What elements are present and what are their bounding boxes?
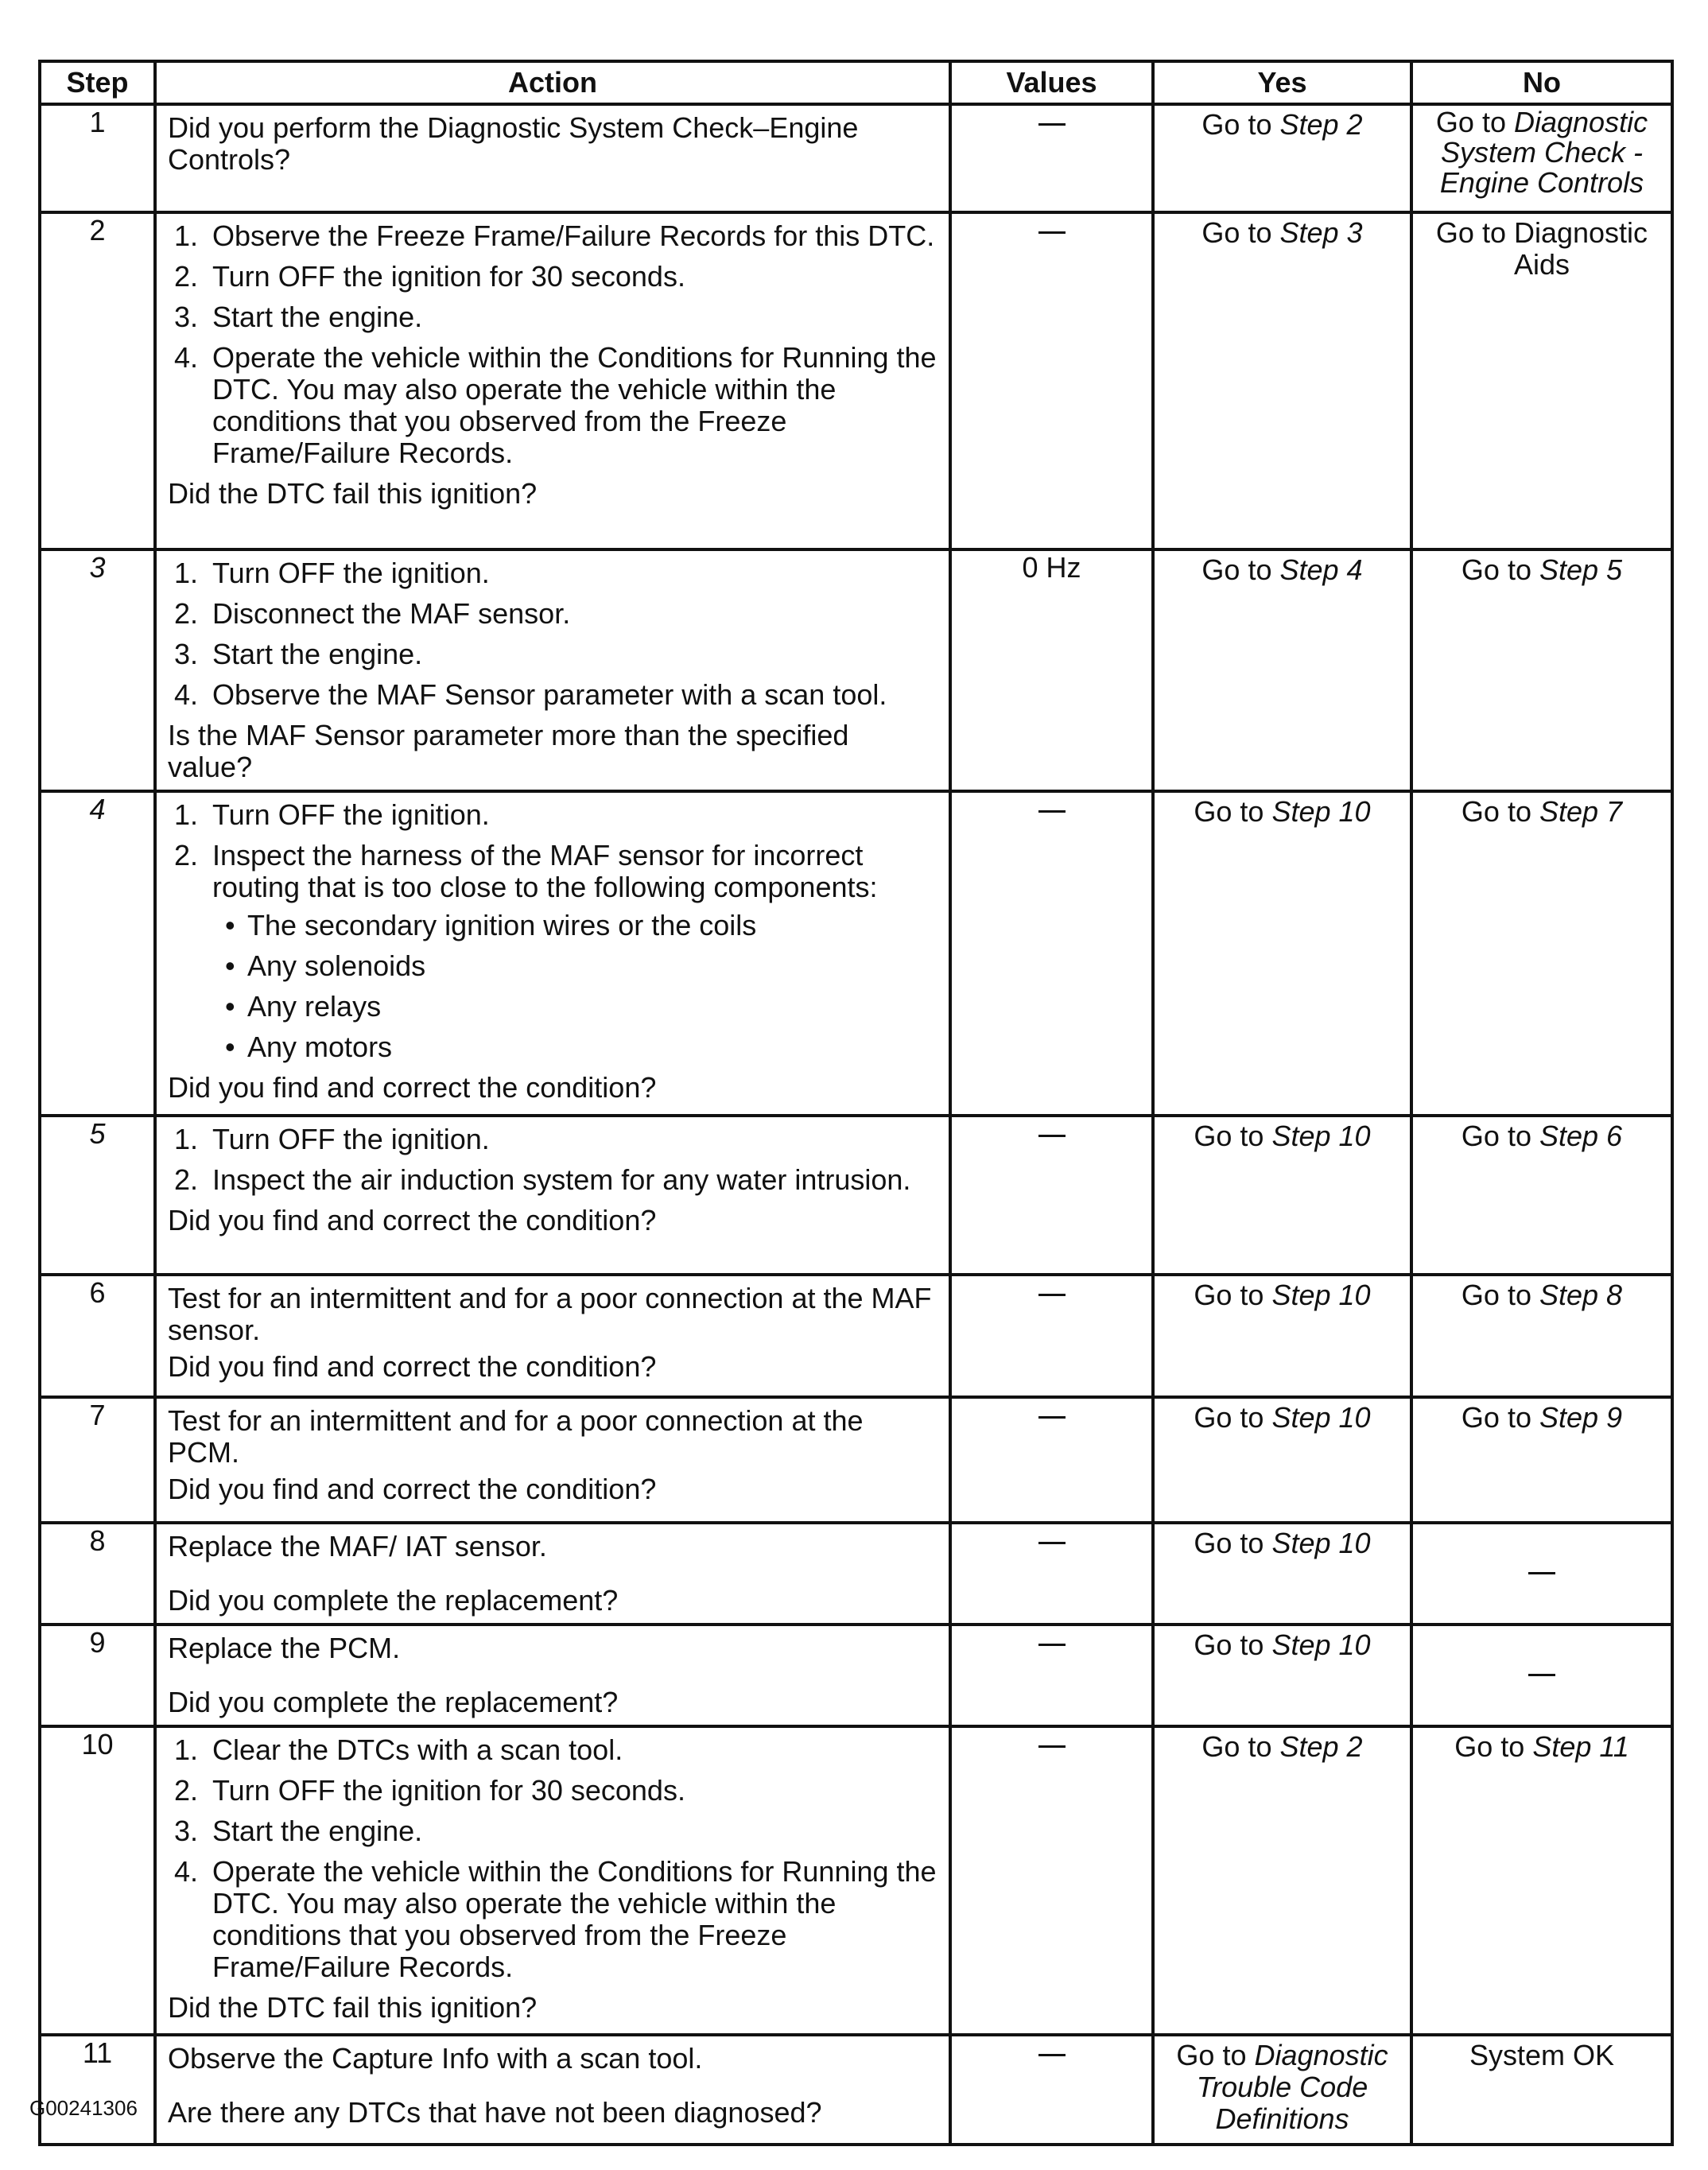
yes-goto-link[interactable]	[1201, 108, 1362, 141]
goto-target: Step 2	[1279, 1730, 1363, 1763]
header-values: Values	[950, 61, 1153, 104]
dash-mark	[1038, 1135, 1066, 1137]
yes-goto-link[interactable]	[1194, 1628, 1370, 1661]
component-bullet: • Any relays	[247, 991, 939, 1023]
dash-mark	[1038, 123, 1066, 126]
dash-mark	[1038, 1416, 1066, 1419]
yes-cell	[1153, 2035, 1411, 2145]
action-steps-list	[168, 1734, 939, 1983]
action-question: Did you find and correct the condition?	[168, 1473, 657, 1505]
action-question: Did the DTC fail this ignition?	[168, 1991, 538, 2024]
action-step-item: 1. Turn OFF the ignition.	[206, 799, 939, 831]
no-goto-link[interactable]	[1462, 1120, 1622, 1152]
step-number: 6	[40, 1275, 155, 1397]
yes-cell	[1153, 1523, 1411, 1625]
values-cell	[950, 549, 1153, 791]
goto-prefix: Go to	[1201, 1730, 1280, 1763]
action-question: Did the DTC fail this ignition?	[168, 477, 538, 510]
yes-goto-link[interactable]	[1201, 1730, 1362, 1763]
yes-cell	[1153, 1397, 1411, 1523]
goto-prefix: Go to	[1461, 1401, 1539, 1434]
action-step-item: 3. Start the engine.	[206, 301, 939, 333]
figure-id: G00241306	[29, 2096, 138, 2120]
no-cell	[1411, 1726, 1672, 2035]
step-number: 1	[40, 104, 155, 212]
component-bullet: • Any motors	[247, 1031, 939, 1063]
action-step-item: 1. Observe the Freeze Frame/Failure Records for this DTC.	[206, 220, 939, 252]
step-number: 2	[40, 212, 155, 549]
values-cell	[950, 1275, 1153, 1397]
no-cell	[1411, 791, 1672, 1116]
action-steps-list	[168, 220, 939, 469]
values-cell	[950, 1523, 1153, 1625]
goto-prefix: Go to	[1461, 1120, 1539, 1152]
action-step-item: 1. Clear the DTCs with a scan tool.	[206, 1734, 939, 1766]
action-cell	[155, 212, 950, 549]
goto-target: Step 10	[1271, 1628, 1371, 1661]
values-cell	[950, 212, 1153, 549]
goto-prefix: Go to	[1194, 1628, 1272, 1661]
no-cell	[1411, 1116, 1672, 1275]
dash-mark	[1528, 1572, 1555, 1574]
action-instruction: Did you perform the Diagnostic System Check–Engine Controls?	[168, 111, 859, 176]
goto-prefix: Go to	[1454, 1730, 1533, 1763]
table-row	[40, 549, 1672, 791]
action-steps-list	[168, 799, 939, 1063]
diagnostic-table	[38, 60, 1674, 2146]
table-row	[40, 1397, 1672, 1523]
action-cell	[155, 1625, 950, 1726]
action-cell	[155, 1523, 950, 1625]
goto-target: Step 10	[1271, 1279, 1371, 1311]
dash-mark	[1038, 810, 1066, 813]
dash-mark	[1038, 1644, 1066, 1646]
dash-mark	[1038, 1294, 1066, 1296]
goto-target: Step 10	[1271, 1120, 1371, 1152]
action-cell	[155, 1116, 950, 1275]
table-row	[40, 212, 1672, 549]
goto-target: Diagnostic Trouble Code Definitions	[1196, 2039, 1388, 2135]
action-step-item: 4. Operate the vehicle within the Conditions for Running the DTC. You may also operate the vehicle within the conditions that you observed from the Freeze Frame/Failure Records.	[206, 342, 939, 469]
action-step-item: 2. Turn OFF the ignition for 30 seconds.	[206, 261, 939, 293]
action-cell	[155, 2035, 950, 2145]
table-row	[40, 2035, 1672, 2145]
action-cell	[155, 104, 950, 212]
goto-prefix: Go to	[1194, 1120, 1272, 1152]
goto-prefix: Go to	[1201, 553, 1280, 586]
yes-cell	[1153, 212, 1411, 549]
goto-target: Step 9	[1539, 1401, 1623, 1434]
goto-prefix: Go to	[1461, 795, 1539, 828]
yes-cell	[1153, 1275, 1411, 1397]
table-row	[40, 1726, 1672, 2035]
action-step-item: 2. Inspect the air induction system for any water intrusion.	[206, 1164, 939, 1196]
yes-goto-link[interactable]	[1194, 1120, 1370, 1152]
dash-mark	[1038, 1745, 1066, 1748]
action-question: Did you complete the replacement?	[168, 1686, 619, 1718]
action-step-item: 3. Start the engine.	[206, 639, 939, 670]
no-goto-link[interactable]	[1454, 1730, 1629, 1763]
step-number: 11	[40, 2035, 155, 2145]
table-row	[40, 1275, 1672, 1397]
component-bullet-list	[212, 910, 939, 1063]
dash-mark	[1038, 1542, 1066, 1544]
no-cell	[1411, 104, 1672, 212]
goto-target: Step 4	[1279, 553, 1363, 586]
values-cell	[950, 104, 1153, 212]
step-number: 3	[40, 549, 155, 791]
no-cell	[1411, 1275, 1672, 1397]
action-step-item: 1. Turn OFF the ignition.	[206, 1124, 939, 1155]
action-question: Did you find and correct the condition?	[168, 1204, 657, 1236]
yes-goto-link[interactable]	[1194, 1527, 1370, 1559]
goto-prefix: Go to	[1461, 1279, 1539, 1311]
goto-target: Step 5	[1539, 553, 1623, 586]
action-instruction: Replace the MAF/ IAT sensor.	[168, 1530, 547, 1562]
action-cell	[155, 1726, 950, 2035]
header-action: Action	[155, 61, 950, 104]
action-step-item: 4. Observe the MAF Sensor parameter with a scan tool.	[206, 679, 939, 711]
goto-prefix: Go to	[1194, 1527, 1272, 1559]
table-row	[40, 104, 1672, 212]
action-question: Did you find and correct the condition?	[168, 1071, 657, 1104]
action-instruction: Test for an intermittent and for a poor connection at the PCM.	[168, 1404, 864, 1469]
values-cell	[950, 1625, 1153, 1726]
no-goto-link[interactable]	[1462, 1279, 1622, 1311]
no-goto-link[interactable]	[1462, 553, 1622, 586]
no-goto-link[interactable]	[1462, 795, 1622, 828]
action-cell	[155, 549, 950, 791]
table-row	[40, 1625, 1672, 1726]
action-step-item: 4. Operate the vehicle within the Conditions for Running the DTC. You may also operate the vehicle within the conditions that you observed from the Freeze Frame/Failure Records.	[206, 1856, 939, 1983]
table-row	[40, 1523, 1672, 1625]
no-cell	[1411, 212, 1672, 549]
goto-prefix: Go to	[1201, 108, 1280, 141]
no-cell	[1411, 1625, 1672, 1726]
step-number: 9	[40, 1625, 155, 1726]
goto-target: Step 3	[1279, 216, 1363, 249]
yes-cell	[1153, 549, 1411, 791]
step-number: 5	[40, 1116, 155, 1275]
goto-prefix: Go to	[1194, 1279, 1272, 1311]
yes-goto-link[interactable]	[1194, 1401, 1370, 1434]
action-instruction: Observe the Capture Info with a scan tool.	[168, 2042, 703, 2075]
step-number: 4	[40, 791, 155, 1116]
no-goto-link[interactable]	[1462, 1401, 1622, 1434]
value-text: 0 Hz	[1022, 551, 1081, 584]
goto-target: Step 8	[1539, 1279, 1623, 1311]
values-cell	[950, 1116, 1153, 1275]
action-step-item: 3. Start the engine.	[206, 1815, 939, 1847]
action-question: Are there any DTCs that have not been diagnosed?	[168, 2096, 822, 2129]
goto-target: Step 10	[1271, 1527, 1371, 1559]
dash-mark	[1038, 231, 1066, 234]
component-bullet: • Any solenoids	[247, 950, 939, 982]
action-step-item: 2. Turn OFF the ignition for 30 seconds.	[206, 1775, 939, 1807]
goto-target: Step 7	[1539, 795, 1623, 828]
no-cell	[1411, 549, 1672, 791]
values-cell	[950, 791, 1153, 1116]
component-bullet: • The secondary ignition wires or the coils	[247, 910, 939, 941]
goto-target: Step 2	[1279, 108, 1363, 141]
goto-prefix: Go to	[1435, 106, 1514, 138]
table-row	[40, 791, 1672, 1116]
yes-cell	[1153, 1116, 1411, 1275]
action-step-item: 2. Disconnect the MAF sensor.	[206, 598, 939, 630]
action-cell	[155, 791, 950, 1116]
yes-cell	[1153, 1726, 1411, 2035]
goto-prefix: Go to	[1176, 2039, 1255, 2071]
goto-target: Step 11	[1532, 1730, 1629, 1763]
goto-target: Step 10	[1271, 795, 1371, 828]
action-instruction: Test for an intermittent and for a poor connection at the MAF sensor.	[168, 1282, 932, 1346]
yes-goto-link[interactable]	[1201, 553, 1362, 586]
header-step: Step	[40, 61, 155, 104]
action-question: Did you find and correct the condition?	[168, 1350, 657, 1383]
action-instruction: Replace the PCM.	[168, 1632, 401, 1664]
goto-prefix: Go to	[1194, 795, 1272, 828]
no-cell	[1411, 1523, 1672, 1625]
no-result-text: Go to Diagnostic Aids	[1435, 216, 1648, 281]
goto-target: Diagnostic System Check - Engine Controls	[1439, 106, 1648, 199]
header-yes: Yes	[1153, 61, 1411, 104]
header-no: No	[1411, 61, 1672, 104]
action-cell	[155, 1397, 950, 1523]
dash-mark	[1528, 1674, 1555, 1676]
action-question: Is the MAF Sensor parameter more than the specified value?	[168, 719, 849, 783]
yes-cell	[1153, 791, 1411, 1116]
no-cell	[1411, 1397, 1672, 1523]
table-row	[40, 1116, 1672, 1275]
yes-goto-link[interactable]	[1194, 795, 1370, 828]
goto-prefix: Go to	[1201, 216, 1280, 249]
yes-cell	[1153, 1625, 1411, 1726]
action-step-item: 1. Turn OFF the ignition.	[206, 557, 939, 589]
yes-goto-link[interactable]	[1176, 2039, 1388, 2135]
goto-target: Step 10	[1271, 1401, 1371, 1434]
no-cell	[1411, 2035, 1672, 2145]
goto-prefix: Go to	[1194, 1401, 1272, 1434]
action-cell	[155, 1275, 950, 1397]
step-number: 7	[40, 1397, 155, 1523]
action-step-text: Inspect the harness of the MAF sensor for incorrect routing that is too close to the following components:	[212, 839, 878, 903]
dash-mark	[1038, 2054, 1066, 2056]
values-cell	[950, 1726, 1153, 2035]
step-number: 8	[40, 1523, 155, 1625]
no-goto-link[interactable]	[1436, 106, 1648, 199]
yes-goto-link[interactable]	[1201, 216, 1362, 249]
header-row	[40, 61, 1672, 104]
action-step-item	[206, 840, 939, 1063]
action-steps-list	[168, 1124, 939, 1196]
action-steps-list	[168, 557, 939, 711]
step-number: 10	[40, 1726, 155, 2035]
goto-prefix: Go to	[1461, 553, 1539, 586]
yes-goto-link[interactable]	[1194, 1279, 1370, 1311]
yes-cell	[1153, 104, 1411, 212]
values-cell	[950, 1397, 1153, 1523]
goto-target: Step 6	[1539, 1120, 1623, 1152]
no-result-text: System OK	[1469, 2039, 1615, 2071]
values-cell	[950, 2035, 1153, 2145]
action-question: Did you complete the replacement?	[168, 1584, 619, 1617]
